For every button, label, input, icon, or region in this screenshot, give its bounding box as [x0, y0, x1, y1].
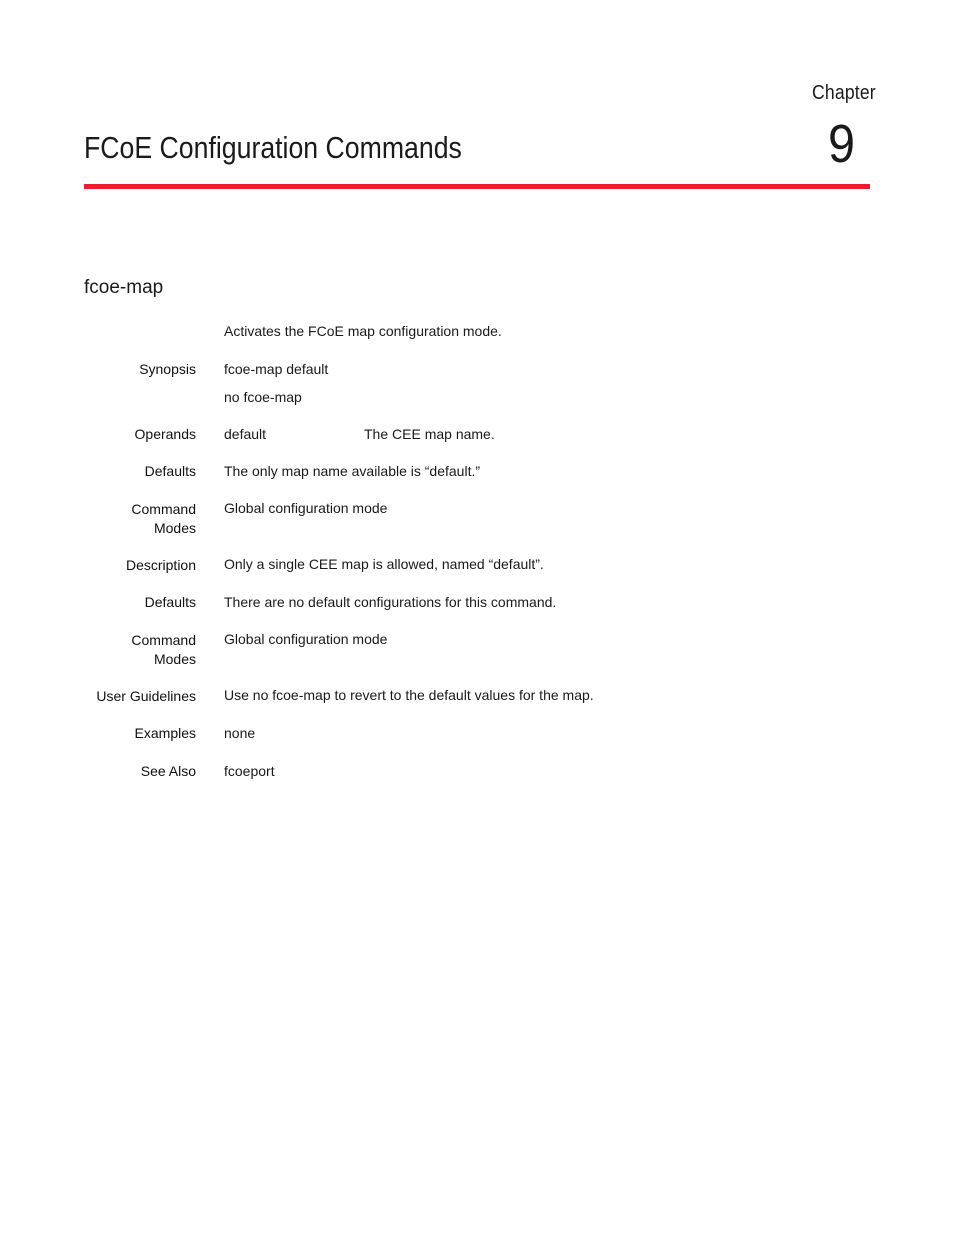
section-title: fcoe-map [84, 277, 164, 298]
defaults-label: Defaults [144, 463, 196, 479]
chapter-title: FCoE Configuration Commands [84, 130, 462, 165]
operand-name: default [224, 426, 267, 442]
user-guidelines-command: no fcoe-map [252, 687, 331, 703]
examples-text: none [224, 725, 256, 741]
synopsis-line-2: no fcoe-map [224, 389, 302, 405]
defaults-text: The only map name available is “default.” [224, 463, 481, 479]
command-modes-text: Global configuration mode [224, 500, 388, 516]
examples-label: Examples [134, 725, 196, 741]
user-guidelines-suffix: to revert to the default values for the map. [330, 687, 594, 703]
chapter-label: Chapter [812, 82, 876, 104]
command-modes-text-2: Global configuration mode [224, 631, 388, 647]
see-also-label: See Also [140, 763, 196, 779]
command-modes-label-b: Command [131, 632, 196, 648]
chapter-rule [84, 184, 870, 189]
user-guidelines-label: User Guidelines [96, 688, 196, 704]
command-modes-label: Command [131, 501, 196, 517]
defaults-text-2: There are no default configurations for this command. [224, 594, 557, 610]
synopsis-line-1: fcoe-map default [224, 361, 329, 377]
intro-text: Activates the FCoE map configuration mode. [224, 323, 502, 339]
user-guidelines-text [224, 686, 594, 705]
operand-description: The CEE map name. [364, 426, 495, 442]
see-also-link[interactable]: fcoeport [224, 763, 275, 779]
command-modes-label-b-2: Modes [153, 651, 196, 667]
operands-label: Operands [134, 426, 196, 442]
description-text: Only a single CEE map is allowed, named “default”. [224, 556, 544, 572]
command-modes-label-2: Modes [153, 520, 196, 536]
chapter-number: 9 [828, 114, 856, 174]
user-guidelines-prefix: Use [224, 687, 253, 703]
synopsis-label: Synopsis [139, 361, 196, 377]
description-label: Description [125, 557, 196, 573]
defaults-label-2: Defaults [144, 594, 196, 610]
